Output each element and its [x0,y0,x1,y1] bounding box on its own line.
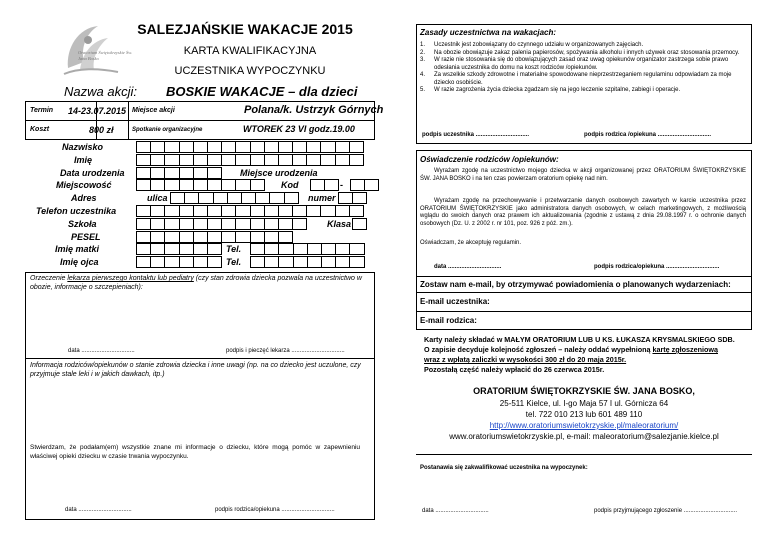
rule-item [420,50,748,58]
org-web-email: www.oratoriumswietokrzyskie.pl, e-mail: maleoratorium@salezjanie.kielce.pl [449,432,719,441]
field-label-imie: Imię [74,155,93,165]
doctor-box [25,272,375,520]
statement-sign: podpis rodzica/opiekuna ................................ [215,507,335,513]
field-label-kod-dash: - [340,180,343,190]
email-rodzica-label[interactable]: E-mail rodzica: [420,316,477,325]
consent-sign: podpis rodzica/opiekuna ................................ [594,264,720,270]
doctor-text: Orzeczenie lekarza pierwszego kontaktu lub pediatry (czy stan zdrowia dziecka pozwala na uczestnictwo w obozie, informacje o szczepieniach): [30,275,362,291]
field-label-numer: numer [308,193,336,203]
spotkanie-label: Spotkanie organizacyjne [132,127,203,133]
field-label-szkola: Szkoła [68,219,97,229]
telefon-input[interactable] [136,205,363,217]
field-label-tel-ojca: Tel. [226,257,242,267]
field-label-klasa: Klasa [327,219,352,229]
rule-number: 5. [420,87,426,93]
parent-info-text: Informacja rodziców/opiekunów o stanie zdrowia dziecka i inne uwagi (np. na co dziecko jest uczulone, czy przyjmuje stale leki i w jakich dawkach, itp.) [30,362,361,378]
kod-input-2[interactable] [350,179,378,191]
org-name: ORATORIUM ŚWIĘTOKRZYSKIE ŚW. JANA BOSKO, [473,386,695,396]
email-uczestnika-label[interactable]: E-mail uczestnika: [420,297,490,306]
field-label-imie-matki: Imię matki [55,244,100,254]
consent-text-2: Wyrażam zgodę na przechowywanie i przetwarzanie danych osobowych zawartych w karcie uczestnika przez ORATORIUM ŚWIĘTOKRZYSKIE jako administratora danych osobowych, w celach marketingowych, z możliwością wglądu do swoich danych oraz prawem ich aktualizowania (zgodnie z ustawą z dnia 29.08.1997 r. o ochronie danych osobowych (Dz. U. z 2002 r. nr 101, poz. 926 z póź. zm.). [420,198,746,227]
org-phone: tel. 722 010 213 lub 601 489 110 [525,410,643,419]
rule-item [420,57,748,72]
rule-text: Uczestnik jest zobowiązany do czynnego udziału w organizowanych zajęciach. [434,42,644,48]
logo-text: Oratorium Świętokrzyskie Św. Jana Bosko [78,50,133,61]
org-address: 25-511 Kielce, ul. I-go Maja 57 I ul. Górnicza 64 [499,399,669,408]
sign-rodzica: podpis rodzica /opiekuna ................................ [584,132,712,138]
field-label-pesel: PESEL [71,232,101,242]
rule-text: W razie zagrożenia życia dziecka zgadzam się na jego leczenie szpitalne, zabiegi i operacje. [434,87,681,93]
org-url-link[interactable]: http://www.oratoriumswietokrzyskie.pl/maleoratorium/ [489,421,679,430]
koszt-value: 800 zł [89,125,114,135]
rule-number: 2. [420,49,426,56]
action-label: Nazwa akcji: [64,84,137,99]
termin-value: 14-23.07.2015 [68,106,127,116]
rule-number: 3. [420,57,426,63]
field-label-telefon: Telefon uczestnika [36,206,117,216]
payment-line-1: Karty należy składać w MAŁYM ORATORIUM LUB U KS. ŁUKASZA KRYSMALSKIEGO SDB. [424,335,735,344]
nazwisko-input[interactable] [136,141,363,153]
field-label-data-ur: Data urodzenia [60,168,125,178]
payment-line-2: O zapisie decyduje kolejność zgłoszeń – należy oddać wypełnioną kartę zgłoszeniową [424,345,718,354]
accept-title: Postanawia się zakwalifikować uczestnika na wypoczynek: [420,465,588,471]
doctor-date: data ................................ [68,348,135,354]
doctor-sign: podpis i pieczęć lekarza ................................ [226,348,345,354]
miejsce-value: Polana/k. Ustrzyk Górnych [244,104,384,116]
imie-input[interactable] [136,154,363,166]
payment-line-4: Pozostałą część należy wpłacić do 26 czerwca 2015r. [424,365,605,374]
klasa-input[interactable] [352,218,366,230]
accept-sign: podpis przyjmującego zgłoszenie ................................ [594,508,738,514]
accept-date: data ................................ [422,508,489,514]
kod-input-1[interactable] [310,179,338,191]
tel-matki-input[interactable] [250,243,364,255]
tel-ojca-input[interactable] [250,256,364,268]
field-label-miejscowosc: Miejscowość [56,180,112,190]
consent-title: Oświadczenie rodziców /opiekunów: [420,155,559,164]
field-label-imie-ojca: Imię ojca [60,257,99,267]
rule-text: W razie nie stosowania się do obowiązujących zasad oraz uwag opiekunów organizator zastrzega sobie prawo odesłania uczestnika do domu na koszt rodziców /opiekunów. [434,57,729,71]
rule-text: Za wszelkie szkody zdrowotne i materialne spowodowane nieprzestrzeganiem regulaminu odpowiadam za moje dziecko osobiście. [434,72,732,86]
action-name: BOSKIE WAKACJE – dla dzieci [166,84,358,99]
termin-label: Termin [30,107,54,114]
rules-title: Zasady uczestnictwa na wakacjach: [420,28,557,37]
field-label-tel-matki: Tel. [226,244,242,254]
imie-ojca-input[interactable] [136,256,221,268]
sign-uczestnika: podpis uczestnika ................................ [422,132,530,138]
form-subtitle-1: KARTA KWALIFIKACYJNA [183,45,317,57]
pesel-input[interactable] [136,231,292,243]
spotkanie-value: WTOREK 23 VI godz.19.00 [243,124,355,134]
consent-date: data ................................ [434,264,502,270]
rule-text: Na obozie obowiązuje zakaz palenia papierosów, spożywania alkoholu i innych używek oraz stosowania przemocy. [434,49,740,56]
ulica-input[interactable] [170,192,298,204]
rule-number: 1. [420,42,426,48]
field-label-ulica: ulica [147,193,168,203]
field-label-kod: Kod [281,180,299,190]
miejsce-label: Miejsce akcji [132,107,175,114]
statement-date: data ................................ [65,507,132,513]
szkola-input[interactable] [136,218,306,230]
imie-matki-input[interactable] [136,243,221,255]
field-label-adres: Adres [71,193,97,203]
rule-item [420,87,748,95]
consent-text-3: Oświadczam, że akceptuję regulamin. [420,240,522,246]
miejscowosc-input[interactable] [136,179,264,191]
statement-text: Stwierdzam, że podałam(em) wszystkie znane mi informacje o dziecku, które mogą pomóc w zapewnieniu właściwej opieki dziecku w czasie trwania wypoczynku. [30,444,360,460]
koszt-label: Koszt [30,126,50,133]
consent-text-1: Wyrażam zgodę na uczestnictwo mojego dziecka w akcji organizowanej przez ORATORIUM ŚWIĘTOKRZYSKIE ŚW. JANA BOSKO i na ten czas powierzam oratorium opiekę nad nim. [420,168,746,182]
numer-input[interactable] [338,192,366,204]
rules-list [420,42,748,95]
form-title: SALEZJAŃSKIE WAKACJE 2015 [137,21,353,37]
payment-line-3: wraz z wpłatą zaliczki w wysokości 300 zł do 20 maja 2015r. [424,355,627,364]
rule-item [420,42,748,50]
data-urodzenia-input[interactable] [136,167,221,179]
form-subtitle-2: UCZESTNIKA WYPOCZYNKU [174,65,326,77]
right-page [384,0,768,543]
email-title: Zostaw nam e-mail, by otrzymywać powiadomienia o planowanych wydarzeniach: [420,280,731,289]
field-label-miejsce-ur: Miejsce urodzenia [240,168,318,178]
rule-item [420,72,748,87]
rule-number: 4. [420,72,426,78]
field-label-nazwisko: Nazwisko [62,142,104,152]
